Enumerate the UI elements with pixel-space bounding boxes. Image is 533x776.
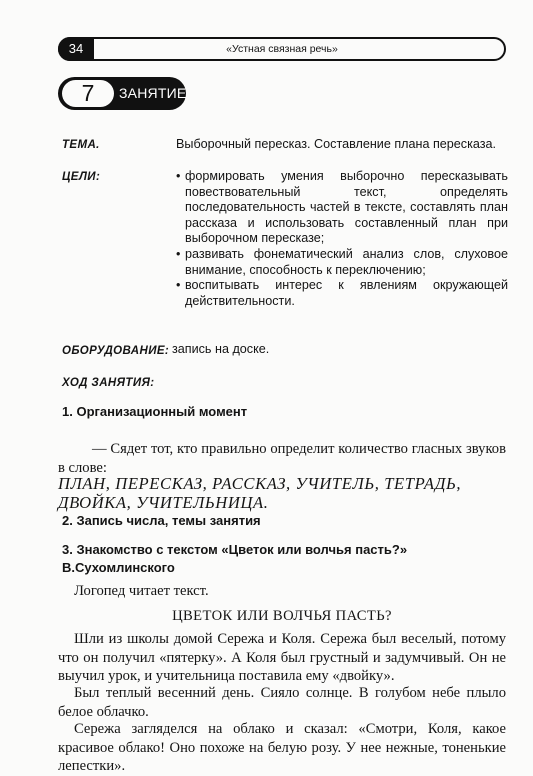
- lesson-badge: [58, 77, 186, 110]
- equipment-text: запись на доске.: [172, 342, 270, 356]
- course-label: ХОД ЗАНЯТИЯ:: [62, 377, 155, 389]
- story-paragraph: Шли из школы домой Сережа и Коля. Сережа был веселый, потому что он получил «пятерку». А Коля был грустный и задумчивый. Он не выучил урок, и учительница поставила ему «двойку».: [58, 631, 506, 684]
- goal-item: • развивать фонематический анализ слов, слуховое внимание, способность к переключению;: [176, 247, 508, 278]
- story-paragraph: Сережа загляделся на облако и сказал: «Смотри, Коля, какое красивое облако! Оно похоже на белую розу. У нее нежные, тоненькие лепестки».: [58, 721, 506, 774]
- words-list: ПЛАН, ПЕРЕСКАЗ, РАССКАЗ, УЧИТЕЛЬ, ТЕТРАДЬ, ДВОЙКА, УЧИТЕЛЬНИЦА.: [58, 474, 462, 512]
- goal-item: • формировать умения выборочно пересказывать повествовательный текст, определять последовательность частей в тексте, составлять план рассказа и использовать составленный план при выборочном пересказе;: [176, 169, 508, 247]
- lesson-number: 7: [62, 80, 114, 107]
- equipment-label: ОБОРУДОВАНИЕ:: [62, 345, 170, 357]
- section-3-author: В.Сухомлинского: [62, 560, 175, 575]
- page-number: 34: [58, 37, 94, 61]
- story-title: ЦВЕТОК ИЛИ ВОЛЧЬЯ ПАСТЬ?: [172, 608, 392, 624]
- topic-label: ТЕМА.: [62, 139, 100, 151]
- goals-list: [176, 169, 508, 309]
- running-title: «Устная связная речь»: [226, 43, 338, 55]
- goal-item: • воспитывать интерес к явлениям окружающей действительности.: [176, 278, 508, 309]
- section-2-heading: 2. Запись числа, темы занятия: [62, 513, 261, 528]
- reads-text: Логопед читает текст.: [74, 583, 209, 599]
- story-paragraph: Был теплый весенний день. Сияло солнце. В голубом небе плыло белое облачко.: [58, 685, 506, 720]
- goals-label: ЦЕЛИ:: [62, 171, 101, 183]
- section-1-heading: 1. Организационный момент: [62, 404, 248, 419]
- topic-text: Выборочный пересказ. Составление плана пересказа.: [176, 137, 497, 151]
- lesson-word: ЗАНЯТИЕ: [119, 85, 187, 101]
- running-header: [58, 37, 506, 61]
- section-3-heading: 3. Знакомство с текстом «Цветок или волчья пасть?»: [62, 542, 408, 557]
- instruction-text: — Сядет тот, кто правильно определит количество гласных звуков в слове:: [58, 441, 506, 476]
